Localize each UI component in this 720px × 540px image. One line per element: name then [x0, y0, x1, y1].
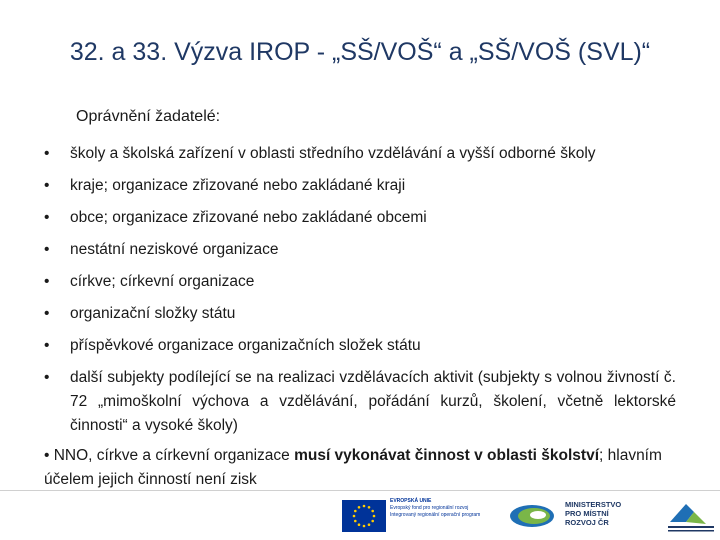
footer-divider	[0, 490, 720, 491]
bullet-icon: •	[44, 145, 50, 162]
list-item: • církve; církevní organizace	[44, 270, 676, 294]
mmr-logo-text: MINISTERSTVO PRO MÍSTNÍ ROZVOJ ČR	[565, 500, 622, 527]
crr-logo	[666, 498, 716, 534]
list-item: • nestátní neziskové organizace	[44, 238, 676, 262]
bullet-icon: •	[44, 369, 50, 386]
section-heading	[76, 108, 220, 126]
nno-note-prefix: • NNO, církve a církevní organizace	[44, 447, 295, 464]
footer-logos	[330, 494, 720, 536]
section-heading-text: Oprávnění žadatelé	[76, 108, 216, 125]
eu-text-block: EVROPSKÁ UNIE Evropský fond pro regionální rozvoj Integrovaný regionální operační program	[390, 498, 481, 518]
list-item: • kraje; organizace zřizované nebo zakládané kraji	[44, 174, 676, 198]
nno-note-emphasis: musí vykonávat činnost v oblasti školství	[294, 447, 600, 464]
nno-note	[44, 444, 676, 492]
slide-title: 32. a 33. Výzva IROP - „SŠ/VOŠ“ a „SŠ/VOŠ (SVL)“	[69, 38, 651, 66]
section-heading-colon: :	[215, 108, 221, 125]
bullet-icon: •	[44, 337, 50, 354]
eligible-applicants-list	[44, 142, 676, 446]
bullet-icon: •	[44, 209, 50, 226]
list-item: • další subjekty podílející se na realizaci vzdělávacích aktivit (subjekty s volnou živností č. 72 „mimoškolní výchova a vzdělávání, pořádání kurzů, školení, včetně lektorské činnosti“ a vysoké školy)	[44, 366, 676, 438]
bullet-icon: •	[44, 241, 50, 258]
nno-note-suffix: ; hlavním účelem jejich činností není zisk	[44, 447, 662, 488]
eu-flag-logo	[342, 500, 386, 532]
irop-logo	[508, 502, 556, 530]
list-item: • organizační složky státu	[44, 302, 676, 326]
list-item: • školy a školská zařízení v oblasti středního vzdělávání a vyšší odborné školy	[44, 142, 676, 166]
list-item: • obce; organizace zřizované nebo zakládané obcemi	[44, 206, 676, 230]
bullet-icon: •	[44, 177, 50, 194]
bullet-icon: •	[44, 305, 50, 322]
list-item: • příspěvkové organizace organizačních složek státu	[44, 334, 676, 358]
bullet-icon: •	[44, 273, 50, 290]
